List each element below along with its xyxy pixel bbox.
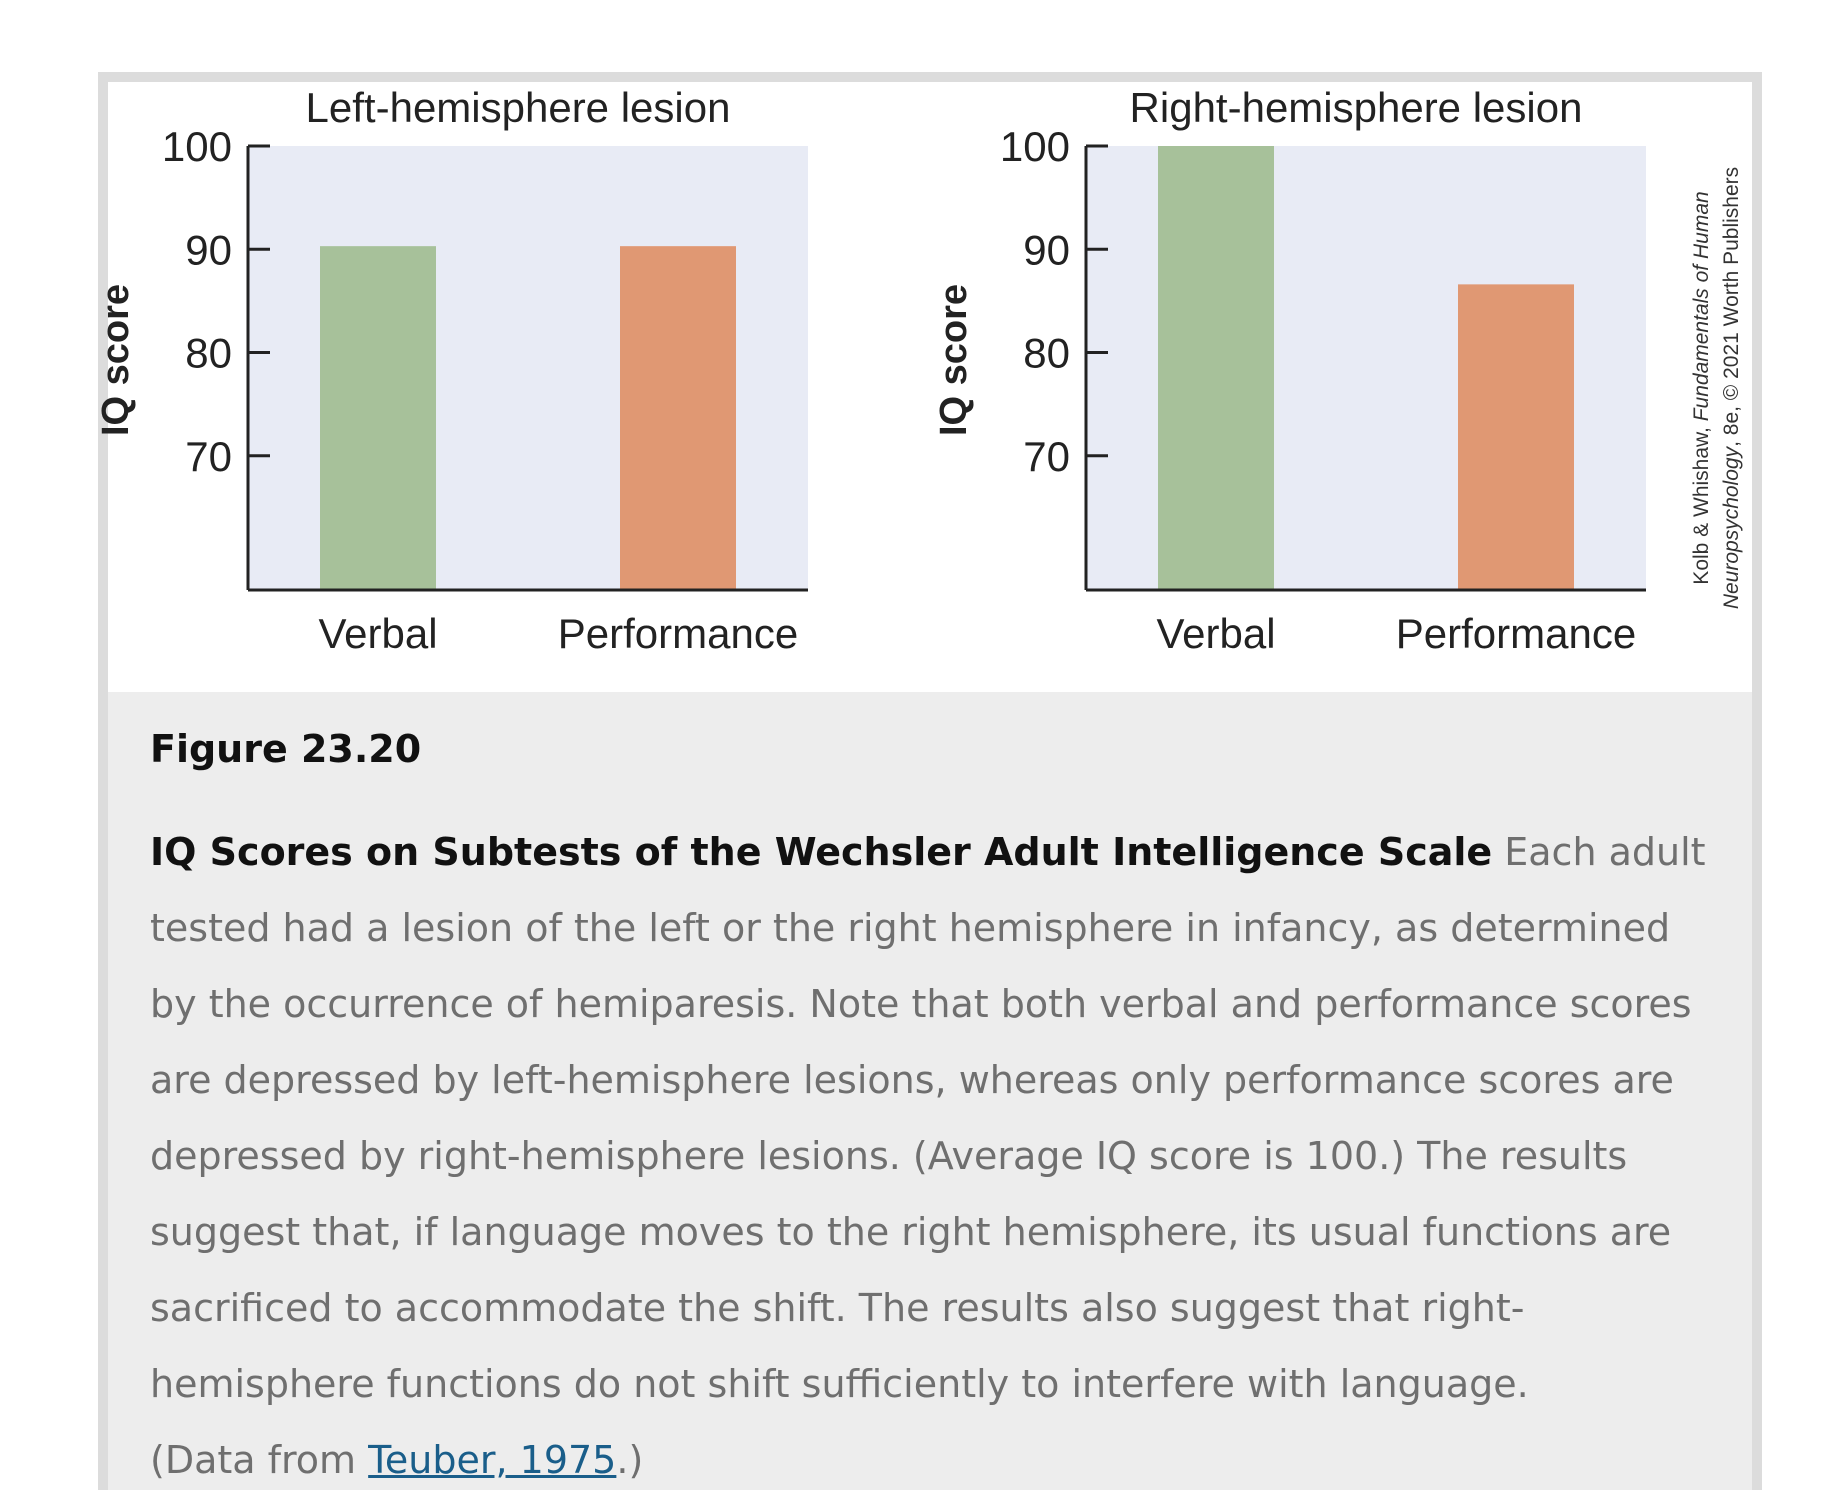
caption-text (150, 814, 1710, 1498)
y-tick-label: 100 (999, 123, 1070, 170)
bar-verbal (320, 246, 436, 590)
y-tick-label: 90 (185, 226, 232, 274)
bar-charts (95, 82, 1752, 692)
svg-text:Kolb & Whishaw, Fundamentals o (1690, 191, 1713, 584)
y-axis-label: IQ score (933, 283, 975, 437)
citation-link[interactable]: Teuber, 1975 (368, 1438, 617, 1482)
y-tick-label: 80 (1023, 329, 1070, 377)
bar-verbal (1158, 146, 1274, 590)
y-tick-label: 70 (185, 432, 232, 480)
figure-caption (150, 727, 1710, 1498)
x-tick-label: Performance (1395, 610, 1637, 657)
credit-line2-rest: , 8e, © 2021 Worth Publishers (1720, 166, 1743, 447)
y-axis-label: IQ score (95, 283, 137, 437)
figure-label: Figure 23.20 (150, 727, 422, 771)
y-tick-label: 90 (1023, 226, 1070, 274)
x-tick-label: Performance (557, 610, 799, 657)
data-source-suffix: .) (616, 1438, 644, 1482)
caption-body: Each adult tested had a lesion of the left or the right hemisphere in infancy, as determined by the occurrence of hemiparesis. Note that both verbal and performance scores are depressed by left-hemisphere lesions, whereas only performance scores are depressed by right-hemisphere lesions. (Average IQ score is 100.) The results suggest that, if language moves to the right hemisphere, its usual functions are sacrificed to accommodate the shift. The results also suggest that right-hemisphere functions do not shift sufficiently to interfere with language. (150, 830, 1706, 1406)
chart-2 (933, 84, 1646, 657)
credit-line1-prefix: Kolb & Whishaw, (1690, 421, 1713, 585)
credit-line (1690, 167, 1743, 609)
bar-performance (1458, 284, 1574, 590)
caption-title: IQ Scores on Subtests of the Wechsler Adult Intelligence Scale (150, 830, 1493, 874)
y-tick-label: 100 (161, 123, 232, 170)
chart-panel (95, 82, 1752, 692)
x-tick-label: Verbal (1156, 610, 1276, 657)
credit-line1-italic: Fundamentals of Human (1690, 191, 1713, 422)
y-tick-label: 70 (1023, 432, 1070, 480)
chart-title: Left-hemisphere lesion (305, 84, 731, 131)
y-tick-label: 80 (185, 329, 232, 377)
bar-performance (620, 246, 736, 590)
chart-title: Right-hemisphere lesion (1129, 84, 1583, 131)
x-tick-label: Verbal (318, 610, 438, 657)
chart-1 (95, 84, 808, 657)
svg-text:Neuropsychology, 8e, © 2021 Wo (1720, 167, 1743, 609)
credit-line2-italic: Neuropsychology (1720, 446, 1743, 610)
data-source-prefix: (Data from (150, 1438, 369, 1482)
